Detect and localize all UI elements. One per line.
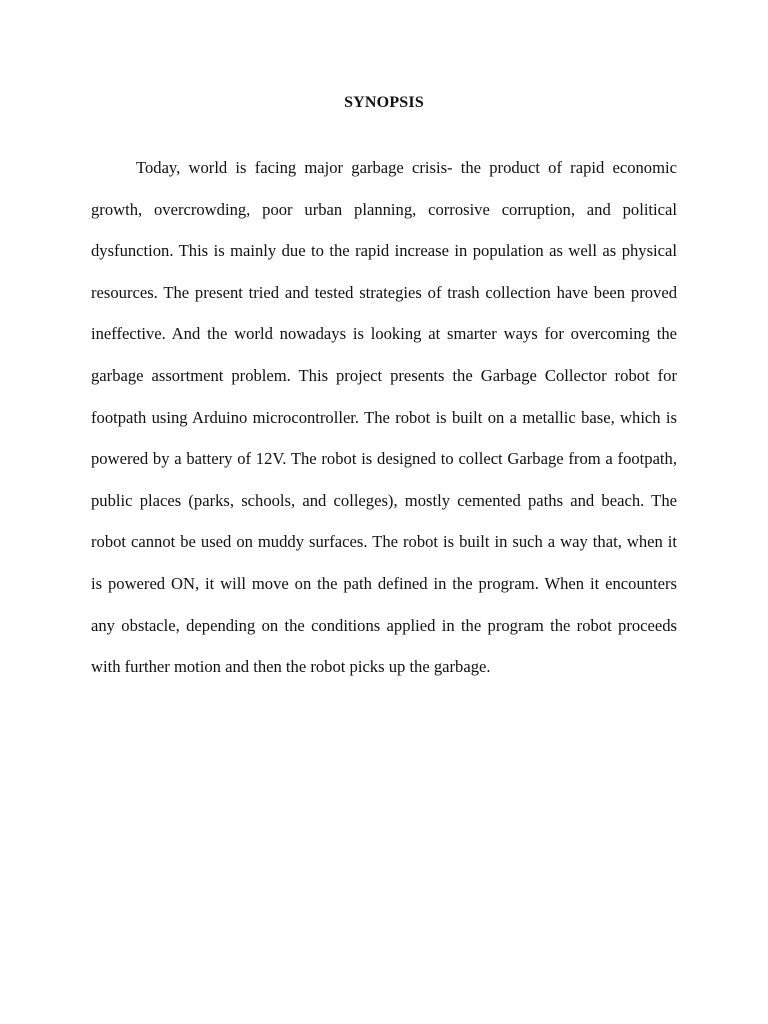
synopsis-paragraph: Today, world is facing major garbage crisis- the product of rapid economic growth, overcrowding, poor urban planning, corrosive corruption, and political dysfunction. This is mainly due to the rapid increase in population as well as physical resources. The present tried and tested strategies of trash collection have been proved ineffective. And the world nowadays is looking at smarter ways for overcoming the garbage assortment problem. This project presents the Garbage Collector robot for footpath using Arduino microcontroller. The robot is built on a metallic base, which is powered by a battery of 12V. The robot is designed to collect Garbage from a footpath, public places (parks, schools, and colleges), mostly cemented paths and beach. The robot cannot be used on muddy surfaces. The robot is built in such a way that, when it is powered ON, it will move on the path defined in the program. When it encounters any obstacle, depending on the conditions applied in the program the robot proceeds with further motion and then the robot picks up the garbage.	[91, 158, 677, 677]
page-title: SYNOPSIS	[344, 94, 424, 111]
